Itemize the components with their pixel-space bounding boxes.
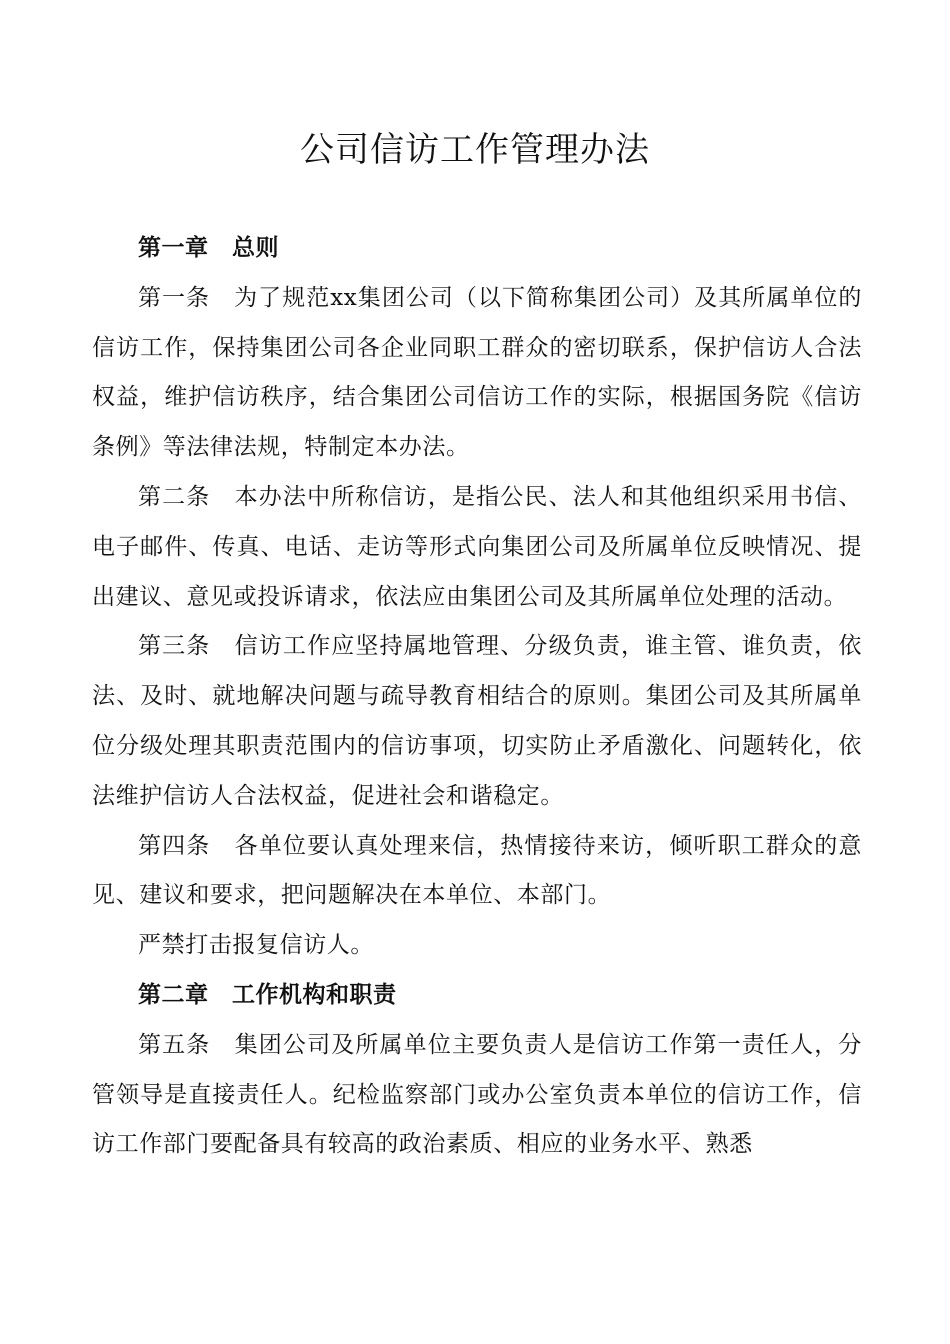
article-3-text: 信访工作应坚持属地管理、分级负责，谁主管、谁负责，依法、及时、就地解决问题与疏导教育相结合的原则。集团公司及其所属单位分级处理其职责范围内的信访事项，切实防止矛盾激化、问题转化，依法维护信访人合法权益，促进社会和谐稳定。 xyxy=(92,633,862,809)
article-5 xyxy=(92,1021,862,1170)
document-title: 公司信访工作管理办法 xyxy=(300,130,650,170)
article-5-number: 第五条 xyxy=(138,1031,235,1058)
article-1 xyxy=(92,274,862,473)
article-1-number: 第一条 xyxy=(138,284,235,311)
article-3-number: 第三条 xyxy=(138,633,235,660)
chapter-1-heading: 第一章 总则 xyxy=(138,235,279,261)
article-4-text: 各单位要认真处理来信，热情接待来访，倾听职工群众的意见、建议和要求，把问题解决在本单位、本部门。 xyxy=(92,832,862,909)
article-4-extra-paragraph: 严禁打击报复信访人。 xyxy=(138,932,374,959)
article-2-number: 第二条 xyxy=(138,483,235,510)
article-3 xyxy=(92,622,862,821)
document-body xyxy=(92,224,862,1170)
article-4-number: 第四条 xyxy=(138,832,235,859)
article-4 xyxy=(92,822,862,922)
article-2-text: 本办法中所称信访，是指公民、法人和其他组织采用书信、电子邮件、传真、电话、走访等形式向集团公司及所属单位反映情况、提出建议、意见或投诉请求，依法应由集团公司及其所属单位处理的活动。 xyxy=(92,483,862,610)
article-5-text: 集团公司及所属单位主要负责人是信访工作第一责任人，分管领导是直接责任人。纪检监察部门或办公室负责本单位的信访工作，信访工作部门要配备具有较高的政治素质、相应的业务水平、熟悉 xyxy=(92,1031,862,1158)
chapter-2-heading: 第二章 工作机构和职责 xyxy=(138,981,397,1008)
article-1-text: 为了规范xx集团公司（以下简称集团公司）及其所属单位的信访工作，保持集团公司各企业同职工群众的密切联系，保护信访人合法权益，维护信访秩序，结合集团公司信访工作的实际，根据国务院《信访条例》等法律法规，特制定本办法。 xyxy=(92,284,862,461)
article-2 xyxy=(92,473,862,622)
